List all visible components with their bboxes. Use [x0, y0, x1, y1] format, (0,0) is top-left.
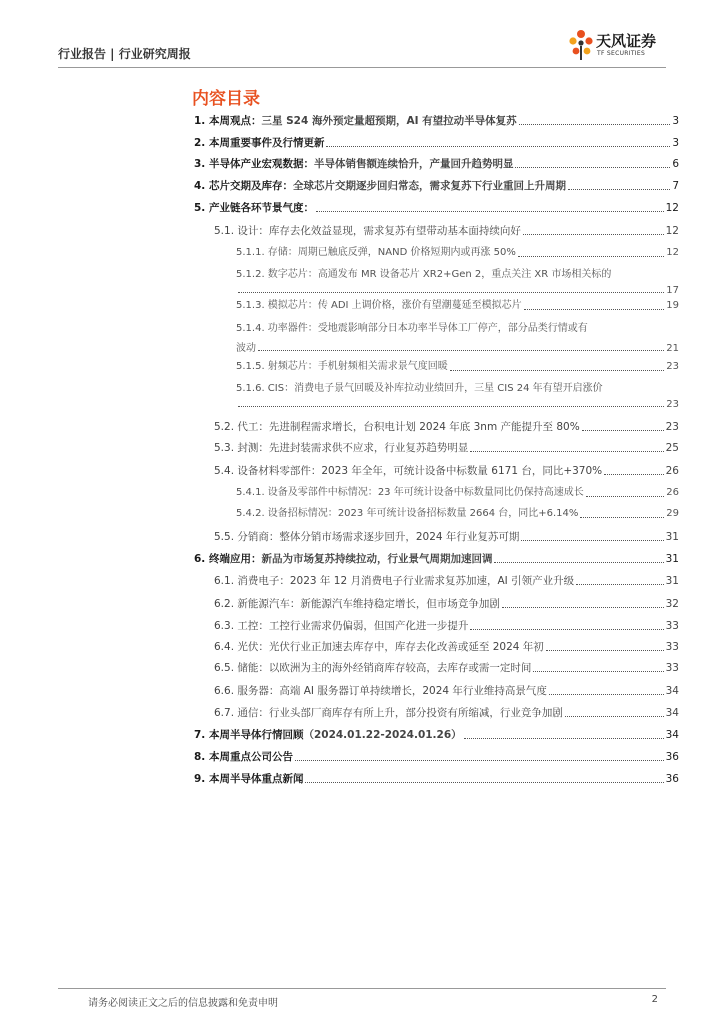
toc-page-number: 33	[665, 620, 679, 632]
toc-entry[interactable]	[214, 224, 679, 238]
toc-entry-text: 2023 年可统计设备招标数量 2664 台，同比+6.14%	[337, 508, 579, 519]
toc-page-number: 3	[672, 137, 679, 149]
toc-entry-label: 6.4. 光伏：	[214, 641, 269, 653]
toc-page-number: 12	[665, 225, 679, 237]
toc-entry[interactable]	[236, 486, 679, 500]
toc-entry[interactable]	[236, 322, 679, 336]
toc-entry[interactable]	[214, 441, 679, 455]
toc-leader-dots	[523, 234, 664, 235]
toc-leader-dots	[580, 517, 664, 518]
toc-entry-title	[214, 597, 500, 611]
toc-entry[interactable]	[214, 464, 679, 478]
toc-leader-dots	[238, 292, 664, 293]
footer-divider	[58, 988, 666, 989]
toc-entry[interactable]	[194, 201, 679, 215]
toc-leader-dots	[470, 629, 663, 630]
toc-entry[interactable]	[194, 157, 679, 171]
toc-entry-label: 4. 芯片交期及库存：	[194, 180, 293, 192]
toc-page-number: 17	[666, 285, 679, 296]
toc-entry-title	[236, 486, 584, 500]
toc-entry-label: 5.1.2. 数字芯片：	[236, 269, 318, 280]
toc-entry-title	[214, 640, 544, 654]
header-label: 行业报告 | 行业研究周报	[58, 47, 191, 61]
toc-page-number: 31	[665, 553, 679, 565]
toc-page-number: 33	[665, 641, 679, 653]
toc-page-number: 12	[665, 202, 679, 214]
toc-entry-text: 光伏行业正加速去库存中，库存去化改善或延至 2024 年初	[268, 641, 544, 653]
toc-entry-label: 3. 半导体产业宏观数据：	[194, 158, 314, 170]
toc-page-number: 34	[665, 729, 679, 741]
logo-name: 天风证券	[596, 32, 657, 50]
toc-entry[interactable]	[214, 574, 679, 588]
toc-leader-dots	[568, 189, 670, 190]
toc-leader-dots	[470, 451, 663, 452]
toc-entry[interactable]	[214, 640, 679, 654]
toc-page-number: 36	[665, 751, 679, 763]
toc-leader-dots	[464, 738, 664, 739]
toc-entry-title	[236, 360, 448, 374]
toc-entry-title	[194, 114, 517, 128]
toc-entry-title	[214, 464, 602, 478]
toc-entry[interactable]	[236, 246, 679, 260]
toc-entry[interactable]	[236, 507, 679, 521]
toc-entry-text: 工控行业需求仍偏弱，但国产化进一步提升	[268, 620, 469, 632]
toc-entry-text: 半导体销售额连续恰升，产量回升趋势明显	[313, 158, 514, 170]
toc-leader-dots	[582, 430, 664, 431]
toc-entry-label: 5.2. 代工：	[214, 421, 269, 433]
toc-entry-label: 5.3. 封测：	[214, 442, 269, 454]
toc-entry-text: 整体分销市场需求逐步回升，2024 年行业复苏可期	[279, 531, 520, 543]
toc-entry-title	[236, 507, 578, 521]
toc-entry-text: 手机射频相关需求景气度回暖	[317, 361, 448, 372]
toc-page-number: 3	[672, 115, 679, 127]
toc-entry-title	[194, 201, 314, 215]
toc-page-number: 23	[665, 421, 679, 433]
toc-entry-text: 高端 AI 服务器订单持续增长，2024 年行业维持高景气度	[279, 685, 547, 697]
toc-page-number: 26	[665, 465, 679, 477]
toc-leader-dots	[305, 782, 663, 783]
toc-entry-text: 受地震影响部分日本功率半导体工厂停产，部分品类行情或有	[317, 323, 588, 334]
toc-entry[interactable]	[214, 530, 679, 544]
toc-entry-label: 5.5. 分销商：	[214, 531, 280, 543]
footer-disclaimer: 请务必阅读正文之后的信息披露和免责申明	[88, 998, 278, 1009]
toc-entry-label: 5.4.2. 设备招标情况：	[236, 508, 338, 519]
toc-entry[interactable]	[214, 706, 679, 720]
toc-entry-label: 5.1.5. 射频芯片：	[236, 361, 318, 372]
toc-leader-dots	[586, 496, 665, 497]
header-divider	[58, 67, 666, 68]
toc-entry-label: 6.3. 工控：	[214, 620, 269, 632]
toc-entry-label: 1. 本周观点：	[194, 115, 262, 127]
toc-entry[interactable]	[214, 597, 679, 611]
toc-entry-continuation[interactable]	[236, 399, 679, 410]
toc-entry-title	[194, 552, 492, 566]
toc-page-number: 34	[665, 707, 679, 719]
toc-entry-text: （2024.01.22-2024.01.26）	[303, 729, 462, 741]
toc-entry-text: 以欧洲为主的海外经销商库存较高，去库存或需一定时间	[268, 662, 532, 674]
toc-page-number: 33	[665, 662, 679, 674]
toc-entry-text: 波动	[236, 343, 256, 354]
toc-entry-title	[194, 728, 462, 742]
toc-page-number: 19	[666, 300, 679, 311]
toc-entry-title	[214, 441, 468, 455]
toc-page-number: 34	[665, 685, 679, 697]
toc-page-number: 6	[672, 158, 679, 170]
toc-page-number: 21	[666, 343, 679, 354]
toc-entry[interactable]	[236, 360, 679, 374]
toc-entry-label: 5.1. 设计：	[214, 225, 269, 237]
toc-leader-dots	[494, 562, 663, 563]
toc-entry-text: 新品为市场复苏持续拉动，行业景气周期加速回调	[261, 553, 493, 565]
toc-entry[interactable]	[194, 728, 679, 742]
toc-page-number: 29	[666, 508, 679, 519]
toc-leader-dots	[518, 256, 664, 257]
toc-leader-dots	[258, 350, 664, 351]
toc-entry-text: 先进封装需求供不应求，行业复苏趋势明显	[268, 442, 469, 454]
toc-entry-title	[194, 179, 566, 193]
toc-leader-dots	[604, 474, 663, 475]
toc-entry-label: 5.1.1. 存储：	[236, 247, 298, 258]
toc-leader-dots	[238, 406, 664, 407]
toc-entry-label: 6. 终端应用：	[194, 553, 262, 565]
toc-page-number: 36	[665, 773, 679, 785]
toc-entry[interactable]	[194, 179, 679, 193]
toc-entry-text: 2023 年 12 月消费电子行业需求复苏加速，AI 引领产业升级	[289, 575, 575, 587]
company-logo	[566, 28, 676, 64]
toc-page-number: 23	[666, 361, 679, 372]
toc-entry-text: 全球芯片交期逐步回归常态，需求复苏下行业重回上升周期	[292, 180, 566, 192]
toc-entry-label: 2. 本周重要事件及行情更新	[194, 137, 325, 149]
toc-entry-title	[194, 157, 513, 171]
toc-entry-title	[214, 574, 574, 588]
toc-leader-dots	[546, 650, 664, 651]
toc-entry[interactable]	[236, 382, 679, 396]
toc-entry-title	[214, 530, 519, 544]
toc-entry-title	[236, 268, 611, 282]
logo-flower-icon	[566, 28, 596, 62]
toc-entry-label: 5.1.3. 模拟芯片：	[236, 300, 318, 311]
toc-entry-label: 5.4.1. 设备及零部件中标情况：	[236, 487, 378, 498]
toc-entry-title	[214, 684, 547, 698]
toc-entry[interactable]	[214, 619, 679, 633]
toc-entry[interactable]	[194, 114, 679, 128]
toc-page-number: 31	[665, 531, 679, 543]
toc-page-number: 12	[666, 247, 679, 258]
toc-entry-label: 7. 本周半导体行情回顾	[194, 729, 304, 741]
toc-entry-label: 6.1. 消费电子：	[214, 575, 290, 587]
toc-entry[interactable]	[236, 299, 679, 313]
toc-page-number: 7	[672, 180, 679, 192]
toc-entry-text: 新能源汽车维持稳定增长，但市场竞争加剧	[300, 598, 500, 610]
toc-entry-label: 9. 本周半导体重点新闻	[194, 773, 304, 785]
toc-entry-label: 5.1.4. 功率器件：	[236, 323, 318, 334]
toc-page-number: 23	[666, 399, 679, 410]
toc-entry[interactable]	[214, 661, 679, 675]
toc-entry-title	[194, 772, 303, 786]
toc-entry[interactable]	[214, 420, 679, 434]
toc-entry-text: 2023 年全年，可统计设备中标数量 6171 台，同比+370%	[321, 465, 603, 477]
toc-entry-label: 5. 产业链各环节景气度：	[194, 202, 314, 214]
toc-leader-dots	[515, 167, 670, 168]
toc-page-number: 26	[666, 487, 679, 498]
toc-page-number: 31	[665, 575, 679, 587]
toc-entry-title	[194, 136, 324, 150]
toc-page-number: 25	[665, 442, 679, 454]
toc-entry-title	[236, 322, 588, 336]
toc-entry-title	[214, 420, 580, 434]
toc-leader-dots	[565, 716, 664, 717]
toc-entry-title	[214, 661, 531, 675]
toc-leader-dots	[316, 211, 664, 212]
toc-entry-text: 库存去化效益显现，需求复苏有望带动基本面持续向好	[268, 225, 521, 237]
toc-entry-label: 8. 本周重点公司公告	[194, 751, 293, 763]
toc-entry-title	[214, 619, 468, 633]
toc-entry-text: 23 年可统计设备中标数量同比仍保持高速成长	[377, 487, 584, 498]
toc-leader-dots	[295, 760, 664, 761]
toc-entry-text: 周期已触底反弹，NAND 价格短期内或再涨 50%	[297, 247, 516, 258]
toc-page-number: 32	[665, 598, 679, 610]
toc-entry-continuation[interactable]	[236, 285, 679, 296]
toc-entry-title	[236, 246, 516, 260]
toc-leader-dots	[502, 607, 664, 608]
page-number: 2	[651, 994, 658, 1005]
toc-entry[interactable]	[194, 772, 679, 786]
toc-leader-dots	[450, 370, 664, 371]
toc-entry-title	[214, 224, 521, 238]
toc-entry[interactable]	[194, 136, 679, 150]
toc-leader-dots	[576, 584, 664, 585]
toc-title: 内容目录	[192, 89, 260, 109]
toc-entry[interactable]	[194, 552, 679, 566]
toc-entry-text: 行业头部厂商库存有所上升，部分投资有所缩减，行业竞争加剧	[268, 707, 563, 719]
toc-entry-title	[236, 382, 603, 396]
toc-entry-title	[236, 299, 522, 313]
toc-leader-dots	[524, 309, 665, 310]
toc-leader-dots	[533, 671, 663, 672]
logo-subtitle: TF SECURITIES	[597, 50, 646, 57]
toc-entry-continuation[interactable]	[236, 339, 679, 354]
toc-leader-dots	[519, 124, 671, 125]
toc-entry-label: 6.5. 储能：	[214, 662, 269, 674]
toc-entry-text: 高通发布 MR 设备芯片 XR2+Gen 2，重点关注 XR 市场相关标的	[317, 269, 612, 280]
toc-entry-label: 5.4. 设备材料零部件：	[214, 465, 322, 477]
toc-entry[interactable]	[194, 750, 679, 764]
toc-entry-label: 5.1.6. CIS：	[236, 383, 295, 394]
toc-entry-text: 先进制程需求增长，台积电计划 2024 年底 3nm 产能提升至 80%	[268, 421, 580, 433]
toc-entry-label: 6.2. 新能源汽车：	[214, 598, 301, 610]
toc-leader-dots	[521, 540, 663, 541]
toc-leader-dots	[326, 146, 670, 147]
toc-entry-label: 6.7. 通信：	[214, 707, 269, 719]
toc-entry[interactable]	[214, 684, 679, 698]
toc-leader-dots	[549, 694, 664, 695]
toc-entry-title	[194, 750, 293, 764]
toc-entry[interactable]	[236, 268, 679, 282]
toc-entry-title	[214, 706, 563, 720]
toc-entry-text: 传 ADI 上调价格，涨价有望潮蔓延至模拟芯片	[317, 300, 522, 311]
toc-entry-text: 三星 S24 海外预定量超预期，AI 有望拉动半导体复苏	[261, 115, 517, 127]
toc-entry-label: 6.6. 服务器：	[214, 685, 280, 697]
toc-entry-text: 消费电子景气回暖及补库拉动业绩回升，三星 CIS 24 年有望开启涨价	[294, 383, 603, 394]
